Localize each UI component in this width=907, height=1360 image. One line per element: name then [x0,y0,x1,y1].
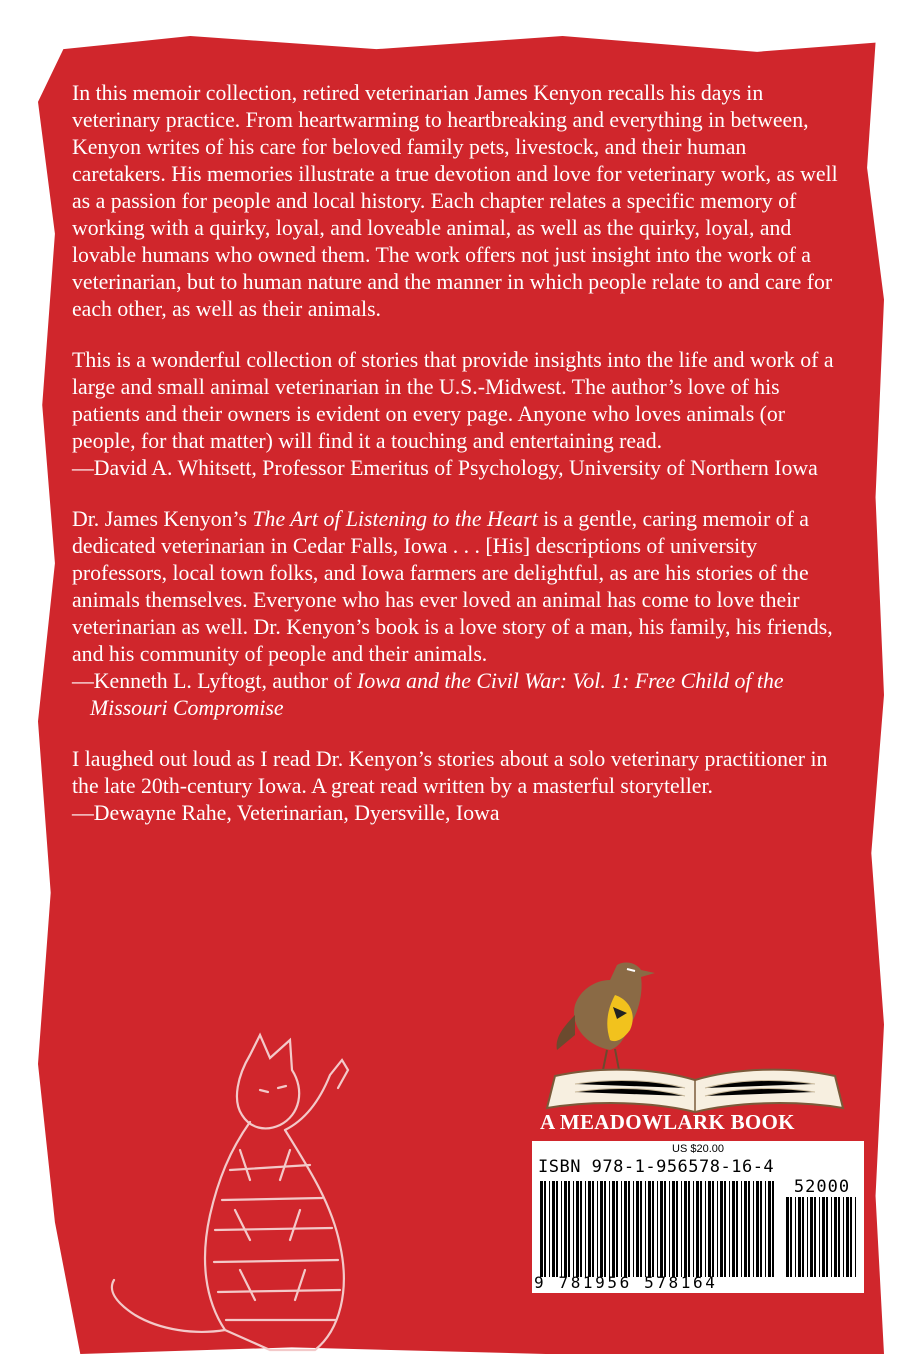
addon-barcode [786,1197,858,1277]
open-book-icon [545,1060,845,1114]
publisher-imprint: A MEADOWLARK BOOK [540,1110,795,1134]
review-2-intro: Dr. James Kenyon’s [72,507,253,531]
price-label: US $20.00 [672,1143,724,1155]
paragraph-review-3: I laughed out loud as I read Dr. Kenyon’s stories about a solo veterinary practitioner in the late 20th-century Iowa. A great read written by a masterful storyteller. [72,747,828,798]
review-2-body: is a gentle, caring memoir of a dedicated veterinarian in Cedar Falls, Iowa . . . [His] descriptions of university professors, local town folks, and Iowa farmers are delightful, as are his stories of the animals themselves. Everyone who has ever loved an animal has come to love their veterinarian as well. Dr. Kenyon’s book is a love story of a man, his family, his friends, and his community of people and their animals. [72,507,833,666]
attribution-2-prefix: —Kenneth L. Lyftogt, author of [72,669,358,693]
cat-illustration [100,1030,420,1360]
back-cover-text [72,80,842,827]
ean-number-label: 9 781956 578164 [534,1273,718,1292]
ean-barcode [540,1181,776,1277]
attribution-3: —Dewayne Rahe, Veterinarian, Dyersville, Iowa [72,801,500,825]
attribution-2-title-line2: Missouri Compromise [90,696,284,720]
attribution-2-title-line1: Iowa and the Civil War: Vol. 1: Free Child of the [357,669,784,693]
barcode-block [532,1141,864,1293]
meadowlark-bird-icon [555,955,665,1075]
isbn-label: ISBN 978-1-956578-16-4 [538,1157,775,1177]
attribution-2 [72,668,842,695]
book-title: The Art of Listening to the Heart [252,507,538,531]
addon-code-label: 52000 [793,1177,851,1197]
paragraph-review-1: This is a wonderful collection of stories that provide insights into the life and work of a large and small animal veterinarian in the U.S.-Midwest. The author’s love of his patients and their owners is evident on every page. Anyone who loves animals (or people, for that matter) will find it a touching and entertaining read. [72,348,834,453]
attribution-1: —David A. Whitsett, Professor Emeritus of Psychology, University of Northern Iowa [72,456,818,480]
paragraph-summary: In this memoir collection, retired veterinarian James Kenyon recalls his days in veterinary practice. From heartwarming to heartbreaking and everything in between, Kenyon writes of his care for beloved family pets, livestock, and their human caretakers. His memories illustrate a true devotion and love for veterinary work, as well as a passion for people and local history. Each chapter relates a specific memory of working with a quirky, loyal, and loveable animal, as well as the quirky, loyal, and lovable humans who owned them. The work offers not just insight into the work of a veterinarian, but to human nature and the manner in which people relate to and care for each other, as well as their animals. [72,81,838,321]
paragraph-review-2 [72,506,842,668]
